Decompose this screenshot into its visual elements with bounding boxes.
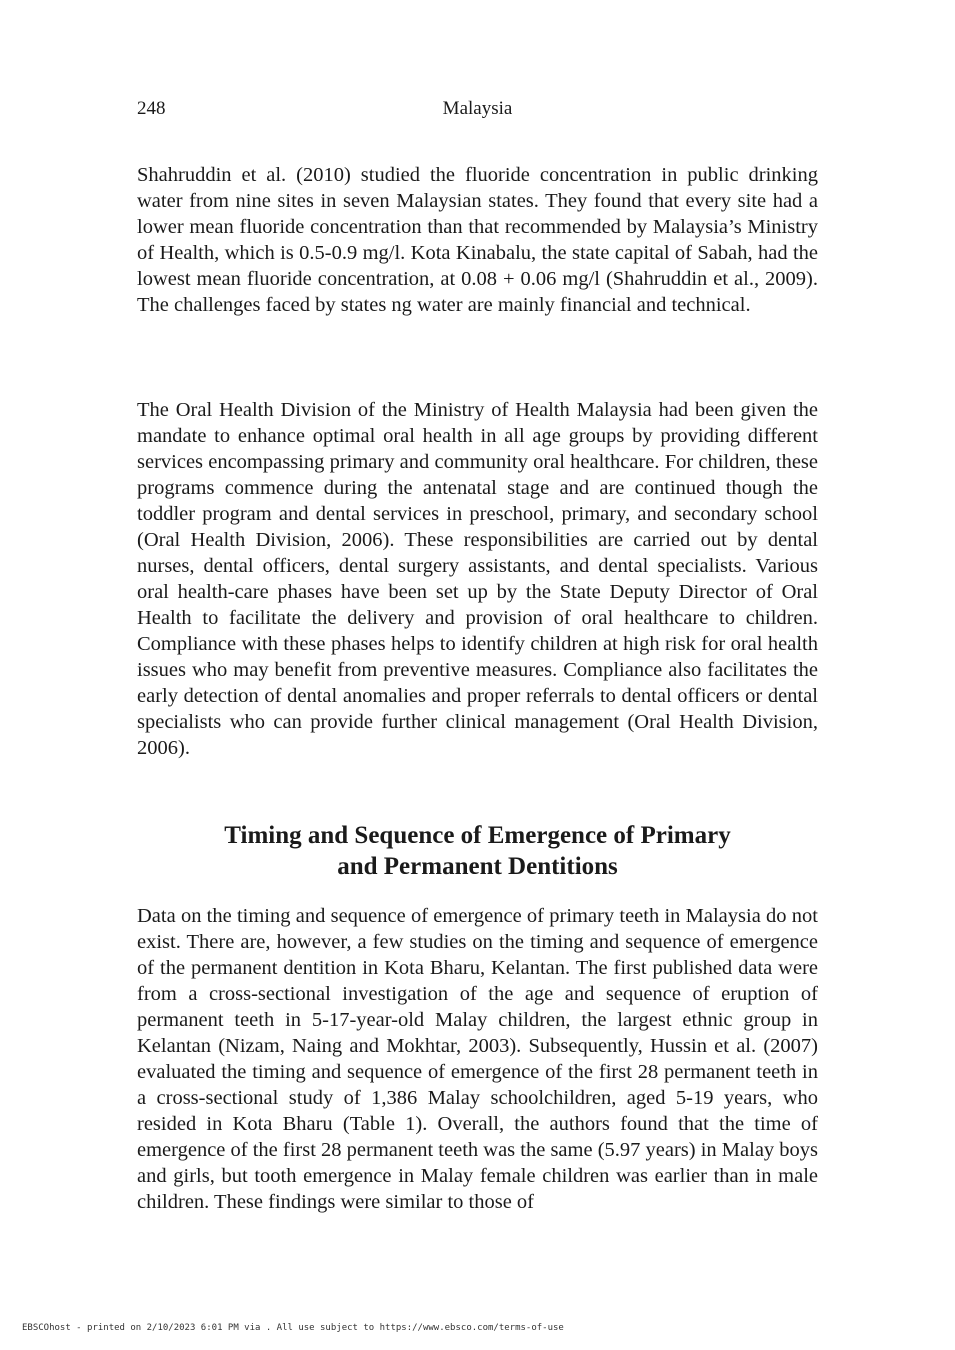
- running-head: Malaysia: [442, 98, 513, 119]
- paragraph-fluoride: Shahruddin et al. (2010) studied the fluoride concentration in public drinking water from nine sites in seven Malaysian states. They found that every site had a lower mean fluoride concentration than that recommended by Malaysia’s Ministry of Health, which is 0.5-0.9 mg/l. Kota Kinabalu, the state capital of Sabah, had the lowest mean fluoride concentration, at 0.08 + 0.06 mg/l (Shahruddin et al., 2009). The challenges faced by states ng water are mainly financial and technical.: [137, 164, 818, 316]
- page-number: 248: [137, 98, 166, 119]
- section-heading-line-1: Timing and Sequence of Emergence of Primary: [224, 822, 731, 849]
- paragraph-timing-sequence: Data on the timing and sequence of emergence of primary teeth in Malaysia do not exist. There are, however, a few studies on the timing and sequence of emergence of the permanent dentition in Kota Bharu, Kelantan. The first published data were from a cross-sectional investigation of the age and sequence of eruption of permanent teeth in 5-17-year-old Malay children, the largest ethnic group in Kelantan (Nizam, Naing and Mokhtar, 2003). Subsequently, Hussin et al. (2007) evaluated the timing and sequence of emergence of the first 28 permanent teeth in a cross-sectional study of 1,386 Malay schoolchildren, aged 5-19 years, who resided in Kota Bharu (Table 1). Overall, the authors found that the time of emergence of the first 28 permanent teeth was the same (5.97 years) in Malay boys and girls, but tooth emergence in Malay female children was earlier than in male children. These findings were similar to those of: [137, 905, 819, 1213]
- section-heading-line-2: and Permanent Dentitions: [337, 853, 618, 880]
- page-header: [137, 96, 818, 122]
- ebsco-footer: EBSCOhost - printed on 2/10/2023 6:01 PM via . All use subject to https://www.ebsco.com/terms-of-use: [22, 1323, 564, 1333]
- paragraph-oral-health-division: The Oral Health Division of the Ministry of Health Malaysia had been given the mandate to enhance optimal oral health in all age groups by providing different services encompassing primary and community oral healthcare. For children, these programs commence during the antenatal stage and are continued though the toddler program and dental services in preschool, primary, and secondary school (Oral Health Division, 2006). These responsibilities are carried out by dental nurses, dental officers, dental surgery assistants, and dental specialists. Various oral health-care phases have been set up by the State Deputy Director of Oral Health to facilitate the delivery and provision of oral healthcare to children. Compliance with these phases helps to identify children at high risk for oral health issues who may benefit from preventive measures. Compliance also facilitates the early detection of dental anomalies and proper referrals to dental officers or dental specialists who can provide further clinical management (Oral Health Division, 2006).: [137, 399, 818, 759]
- section-heading: [137, 820, 818, 882]
